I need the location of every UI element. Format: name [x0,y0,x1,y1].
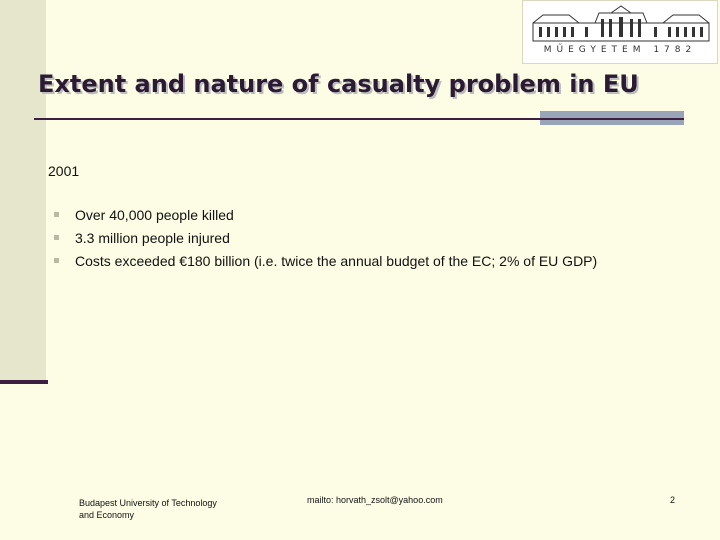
left-decorative-band [0,0,46,382]
footer-institution: Budapest University of Technology and Economy [79,498,217,520]
square-bullet-icon [54,258,59,263]
title-divider [34,118,684,120]
bullet-text: Costs exceeded €180 billion (i.e. twice the annual budget of the EC; 2% of EU GDP) [75,253,598,269]
page-number: 2 [670,495,676,505]
logo-caption: MŰEGYETEM 1782 [543,45,697,55]
square-bullet-icon [54,212,59,217]
bullet-text: 3.3 million people injured [75,230,230,246]
square-bullet-icon [54,235,59,240]
university-building-icon [529,5,713,43]
footer-contact-link[interactable]: mailto: horvath_zsolt@yahoo.com [307,495,443,505]
bullet-text: Over 40,000 people killed [75,207,234,223]
left-band-divider [0,380,48,384]
slide-title: Extent and nature of casualty problem in EU [38,70,639,98]
university-logo [522,0,718,64]
year-label: 2001 [48,163,80,179]
